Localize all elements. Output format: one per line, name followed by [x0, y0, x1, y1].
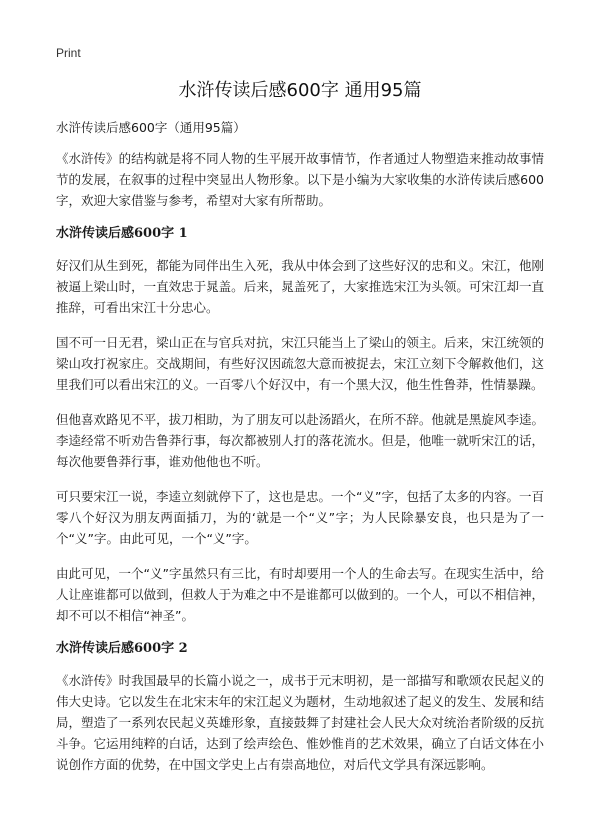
article-subtitle: 水浒传读后感600字（通用95篇） [56, 120, 246, 135]
paragraph: 国不可一日无君，梁山正在与官兵对抗，宋江只能当上了梁山的领主。后来，宋江统领的梁山攻打祝家庄。交战期间，有些好汉因疏忽大意而被捉去，宋江立刻下令解救他们，这里我们可以看出宋江的义。一百零八个好汉中，有一个黑大汉，他生性鲁莽，性情暴躁。 [56, 335, 544, 392]
paragraph: 由此可见，一个“义”字虽然只有三比，有时却要用一个人的生命去写。在现实生活中，给人让座谁都可以做到，但救人于为难之中不是谁都可以做到的。一个人，可以不相信神，却不可以不相信“神圣”。 [56, 566, 544, 623]
paragraph: 《水浒传》时我国最早的长篇小说之一，成书于元末明初，是一部描写和歌颂农民起义的伟大史诗。它以发生在北宋末年的宋江起义为题材，生动地叙述了起义的发生、发展和结局，塑造了一系列农民起义英雄形象，直接鼓舞了封建社会人民大众对统治者阶级的反抗斗争。它运用纯粹的白话，达到了绘声绘色、惟妙惟肖的艺术效果，确立了白话文体在小说创作方面的优势，在中国文学史上占有崇高地位，对后代文学具有深远影响。 [56, 673, 544, 772]
paragraph: 可只要宋江一说，李逵立刻就停下了，这也是忠。一个“义”字，包括了太多的内容。一百零八个好汉为朋友两面插刀，为的‘就是一个“义”字；为人民除暴安良，也只是为了一个“义”字。由此可见，一个“义”字。 [56, 489, 544, 546]
section-heading: 水浒传读后感600字 1 [56, 226, 188, 241]
intro-paragraph: 《水浒传》的结构就是将不同人物的生平展开故事情节，作者通过人物塑造来推动故事情节的发展，在叙事的过程中突显出人物形象。以下是小编为大家收集的水浒传读后感600字，欢迎大家借鉴与参考，希望对大家有所帮助。 [56, 151, 544, 208]
page-title: 水浒传读后感600字 通用95篇 [178, 80, 422, 101]
print-link[interactable]: Print [56, 46, 81, 60]
paragraph: 好汉们从生到死，都能为同伴出生入死，我从中体会到了这些好汉的忠和义。宋江，他刚被逼上梁山时，一直效忠于晁盖。后来，晁盖死了，大家推选宋江为头领。可宋江却一直推辞，可看出宋江十分忠心。 [56, 258, 544, 315]
section-heading: 水浒传读后感600字 2 [56, 641, 188, 656]
paragraph: 但他喜欢路见不平，拔刀相助，为了朋友可以赴汤蹈火，在所不辞。他就是黑旋风李逵。李逵经常不听劝告鲁莽行事，每次都被别人打的落花流水。但是，他唯一就听宋江的话，每次他要鲁莽行事，谁劝他他也不听。 [56, 412, 544, 469]
article-body [56, 119, 544, 789]
